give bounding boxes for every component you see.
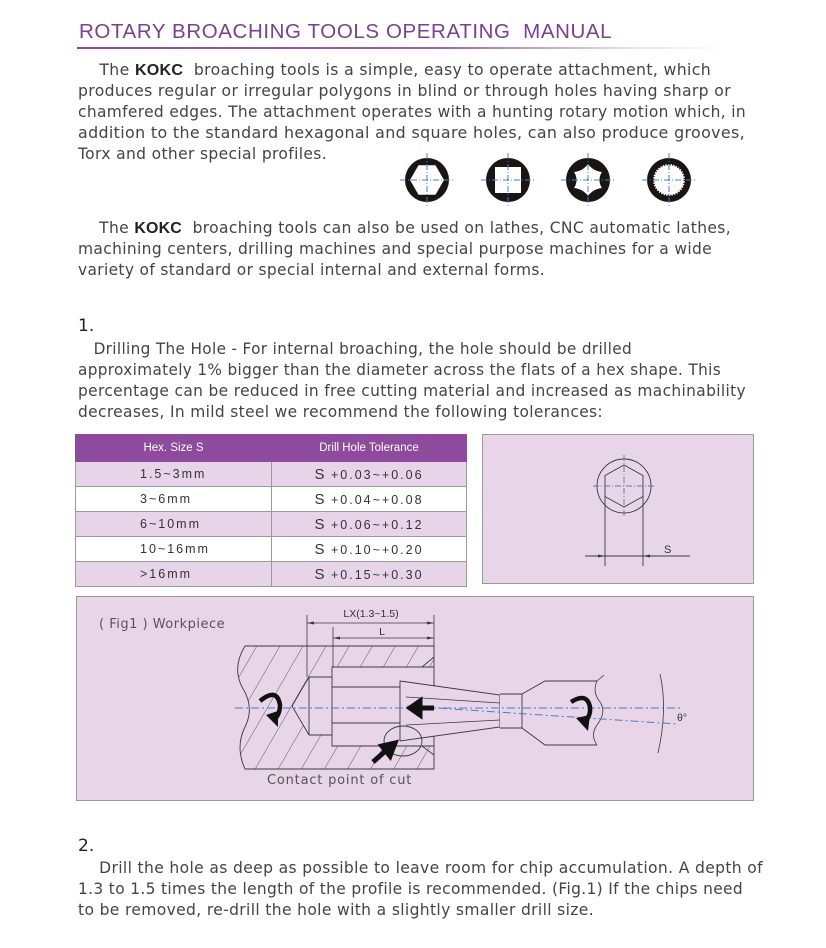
square-profile-icon: [481, 153, 535, 207]
tolerance-cell: [272, 562, 467, 587]
tolerance-value: +0.06~+0.12: [330, 517, 424, 532]
tolerance-value: +0.15~+0.30: [330, 567, 424, 582]
section-2-line-1: Drill the hole as deep as possible to leave room for chip accumulation. A depth of: [78, 859, 764, 877]
dimension-arrow-right: [643, 555, 650, 558]
tolerance-prefix: S: [314, 515, 326, 533]
angle-arc: [658, 674, 664, 753]
table-row: [76, 487, 467, 512]
hex-size-cell: 1.5~3mm: [76, 462, 272, 487]
spline-profile-icon: [642, 153, 696, 207]
hex-size-cell: 10~16mm: [76, 537, 272, 562]
usage-text-after-brand: broaching tools can also be used on lathes, CNC automatic lathes,: [182, 219, 731, 237]
figure-label: ( Fig1 ) Workpiece: [99, 617, 226, 632]
title-underline: [77, 47, 727, 49]
section-1-line-2: approximately 1% bigger than the diameter across the flats of a hex shape. This: [78, 361, 722, 379]
intro-text-before-brand: The: [78, 61, 135, 79]
tolerance-value: +0.04~+0.08: [330, 492, 424, 507]
intro-line-2: produces regular or irregular polygons in blind or through holes having sharp or: [78, 82, 731, 100]
dimension-label-s: S: [664, 544, 672, 556]
section-1-line-4: decreases, In mild steel we recommend the following tolerances:: [78, 403, 603, 421]
tolerance-cell: [272, 512, 467, 537]
profile-shapes: [395, 150, 705, 210]
tolerance-value: +0.03~+0.06: [330, 467, 424, 482]
column-header-hex-size: Hex. Size S: [76, 435, 272, 462]
figure-1-drawing: [77, 597, 753, 800]
figure-1-workpiece: [76, 596, 754, 801]
tolerance-prefix: S: [314, 490, 326, 508]
intro-line-5: Torx and other special profiles.: [78, 145, 327, 163]
table-row: [76, 462, 467, 487]
arrow-l-left: [333, 637, 340, 640]
section-2-line-2: 1.3 to 1.5 times the length of the profile is recommended. (Fig.1) If the chips need: [78, 880, 744, 898]
arrow-lx-left: [307, 622, 314, 625]
tolerance-cell: [272, 462, 467, 487]
hex-size-cell: >16mm: [76, 562, 272, 587]
tolerance-cell: [272, 537, 467, 562]
usage-line-1: [78, 218, 731, 239]
tolerance-value: +0.10~+0.20: [330, 542, 424, 557]
usage-text-before-brand: The: [78, 219, 135, 237]
section-2-number: 2.: [78, 836, 95, 856]
intro-text-after-brand: broaching tools is a simple, easy to operate attachment, which: [183, 61, 712, 79]
dim-label-l: L: [379, 626, 385, 638]
usage-line-3: variety of standard or special internal and external forms.: [78, 261, 546, 279]
dim-label-lx: LX(1.3~1.5): [343, 608, 399, 620]
tool-collar: [500, 694, 522, 728]
column-header-tolerance: Drill Hole Tolerance: [272, 435, 467, 462]
arrow-l-right: [427, 637, 434, 640]
hex-size-cell: 3~6mm: [76, 487, 272, 512]
brand-name: KOKC: [134, 62, 184, 79]
table-header-row: [76, 435, 467, 462]
section-2-line-3: to be removed, re-drill the hole with a slightly smaller drill size.: [78, 901, 594, 919]
tolerance-prefix: S: [314, 465, 326, 483]
angle-label: θ°: [677, 712, 688, 724]
section-1-line-1: Drilling The Hole - For internal broaching, the hole should be drilled: [78, 340, 632, 358]
hex-diagram-drawing: [483, 435, 753, 583]
hex-size-diagram: [482, 434, 754, 584]
table-row: [76, 537, 467, 562]
dimension-arrow-left: [598, 555, 605, 558]
section-1-number: 1.: [78, 316, 95, 336]
tolerance-prefix: S: [314, 565, 326, 583]
holder-break-line: [594, 681, 603, 745]
tolerance-table: [75, 434, 467, 587]
tolerance-cell: [272, 487, 467, 512]
section-1-line-3: percentage can be reduced in free cutting material and increased as machinability: [78, 382, 747, 400]
tool-holder: [522, 681, 597, 745]
usage-line-2: machining centers, drilling machines and special purpose machines for a wide: [78, 240, 713, 258]
brand-name: KOKC: [134, 220, 183, 237]
hexagon-profile-icon: [400, 153, 454, 207]
break-tick: [597, 675, 604, 681]
intro-line-3: chamfered edges. The attachment operates with a hunting rotary motion which, in: [78, 103, 746, 121]
table-row: [76, 512, 467, 537]
intro-line-4: addition to the standard hexagonal and square holes, can also produce grooves,: [78, 124, 746, 142]
table-row: [76, 562, 467, 587]
tolerance-prefix: S: [314, 540, 326, 558]
arrow-lx-right: [427, 622, 434, 625]
page-title: ROTARY BROACHING TOOLS OPERATING MANUAL: [79, 20, 613, 43]
figure-caption: Contact point of cut: [267, 773, 413, 788]
intro-line-1: [78, 60, 711, 81]
torx-profile-icon: [561, 153, 615, 207]
hex-size-cell: 6~10mm: [76, 512, 272, 537]
